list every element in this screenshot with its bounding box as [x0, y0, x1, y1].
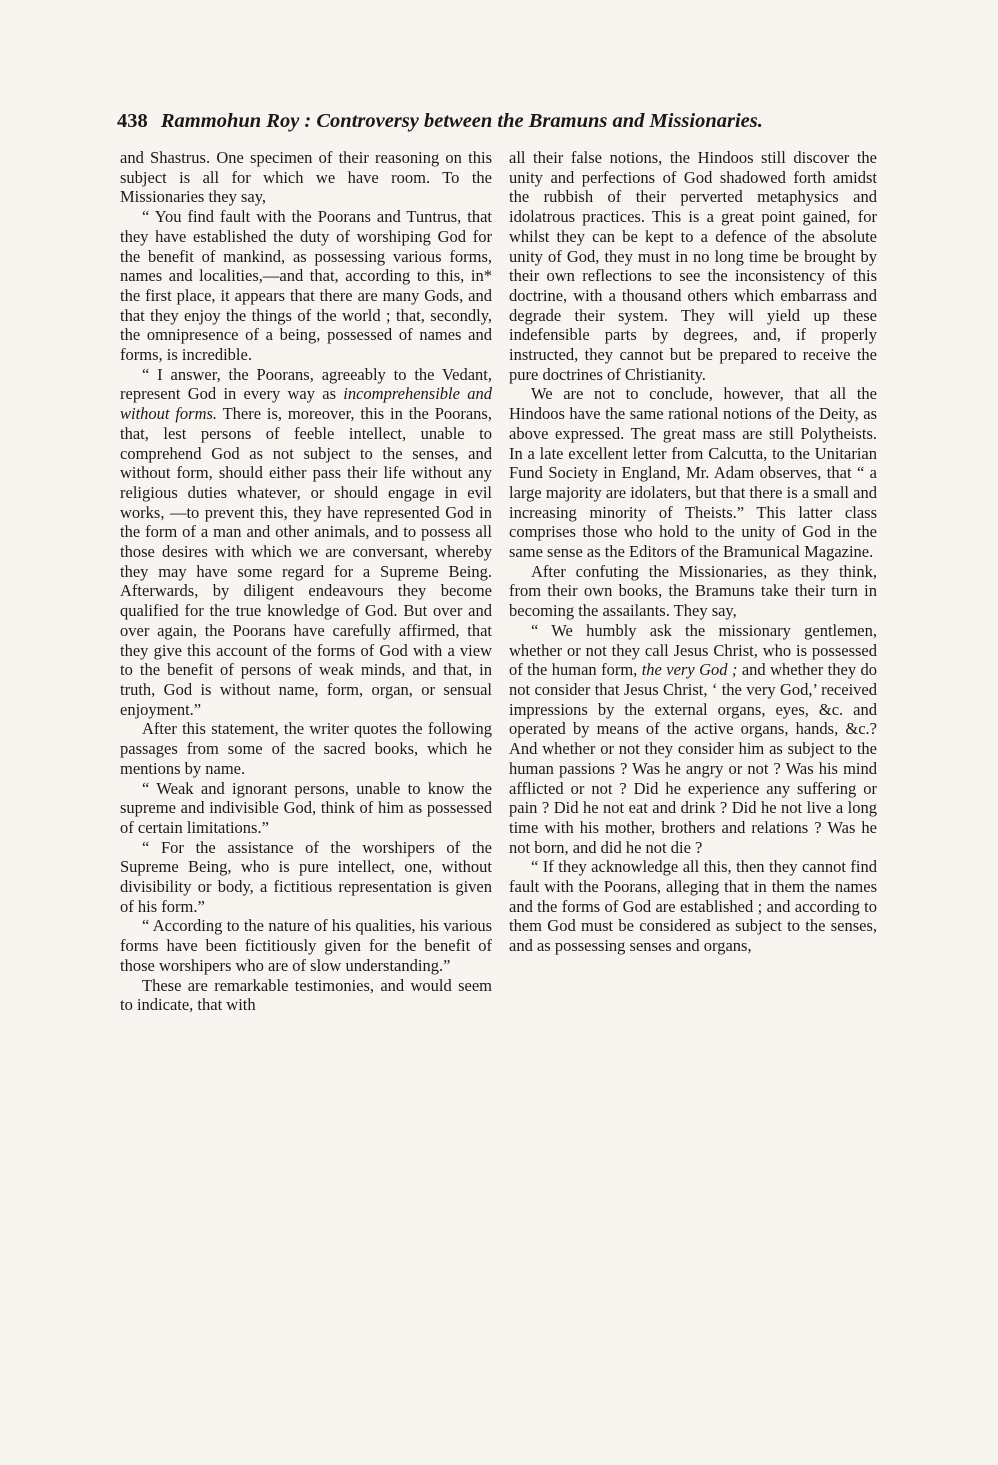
page-number: 438: [117, 110, 148, 132]
paragraph: We are not to conclude, however, that all the Hindoos have the same rational notions of the Deity, as above expressed. The great mass are still Polytheists. In a late excellent letter from Calcutta, to the Unitarian Fund Society in England, Mr. Adam observes, that “ a large majority are idolaters, but that there is a small and increasing minority of Theists.” This latter class comprises those who hold to the unity of God in the same sense as the Editors of the Bramunical Magazine.: [509, 384, 877, 562]
paragraph: “ For the assistance of the worshipers of the Supreme Being, who is pure intellect, one, without divisibility or body, a fictitious representation is given of his form.”: [120, 837, 492, 916]
left-column: [120, 148, 492, 1015]
paragraph: “ According to the nature of his qualities, his various forms have been fictitiously given for the benefit of those worshipers who are of slow understanding.”: [120, 916, 492, 975]
paragraph: “ I answer, the Poorans, agreeably to the Vedant, represent God in every way as incomprehensible and without forms. There is, moreover, this in the Poorans, that, lest persons of feeble intellect, unable to comprehend God as not subject to the senses, and without form, should either pass their life without any religious duties whatever, or should engage in evil works, —to prevent this, they have represented God in the form of a man and other animals, and to possess all those desires with which we are conversant, whereby they may have some regard for a Supreme Being. Afterwards, by diligent endeavours they become qualified for the true knowledge of God. But over and over again, the Poorans have carefully affirmed, that they give this account of the forms of God with a view to the benefit of persons of weak minds, and that, in truth, God is without name, form, organ, or sensual enjoyment.”: [120, 364, 492, 719]
italic-phrase: incomprehensible and without forms.: [120, 384, 492, 424]
right-column: [509, 148, 877, 956]
paragraph: “ You find fault with the Poorans and Tuntrus, that they have established the duty of worshiping God for the benefit of mankind, as possessing various forms, names and localities,—and that, according to this, in* the first place, it appears that there are many Gods, and that they enjoy the things of the world ; that, secondly, the omnipresence of a being, possessed of names and forms, is incredible.: [120, 207, 492, 365]
paragraph: “ We humbly ask the missionary gentlemen, whether or not they call Jesus Christ, who is possessed of the human form, the very God ; and whether they do not consider that Jesus Christ, ‘ the very God,’ received impressions by the external organs, eyes, &c. and operated by means of the active organs, hands, &c.? And whether or not they consider him as subject to the human passions ? Was he angry or not ? Was his mind afflicted or not ? Did he experience any suffering or pain ? Did he not eat and drink ? Did he not live a long time with his mother, brothers and relations ? Was he not born, and did he not die ?: [509, 620, 877, 857]
running-title: Rammohun Roy : Controversy between the Bramuns and Missionaries.: [160, 110, 763, 132]
paragraph: “ If they acknowledge all this, then they cannot find fault with the Poorans, alleging that in them the names and the forms of God are established ; and according to them God must be considered as subject to the senses, and as possessing senses and organs,: [509, 857, 877, 956]
paragraph: After this statement, the writer quotes the following passages from some of the sacred books, which he mentions by name.: [120, 719, 492, 778]
paragraph: and Shastrus. One specimen of their reasoning on this subject is all for which we have room. To the Missionaries they say,: [120, 148, 492, 207]
paragraph: all their false notions, the Hindoos still discover the unity and perfections of God shadowed forth amidst the rubbish of their perverted metaphysics and idolatrous practices. This is a great point gained, for whilst they can be kept to a defence of the absolute unity of God, they must in no long time be brought by their own reflections to see the inconsistency of this doctrine, with a thousand others which embarrass and degrade their system. They will yield up these indefensible parts by degrees, and, if properly instructed, they cannot but be prepared to receive the pure doctrines of Christianity.: [509, 148, 877, 384]
paragraph: “ Weak and ignorant persons, unable to know the supreme and indivisible God, think of him as possessed of certain limitations.”: [120, 778, 492, 837]
running-header: [117, 108, 857, 134]
italic-phrase: the very God ;: [641, 660, 738, 680]
paragraph: After confuting the Missionaries, as they think, from their own books, the Bramuns take their turn in becoming the assailants. They say,: [509, 561, 877, 621]
paragraph: These are remarkable testimonies, and would seem to indicate, that with: [120, 975, 492, 1015]
